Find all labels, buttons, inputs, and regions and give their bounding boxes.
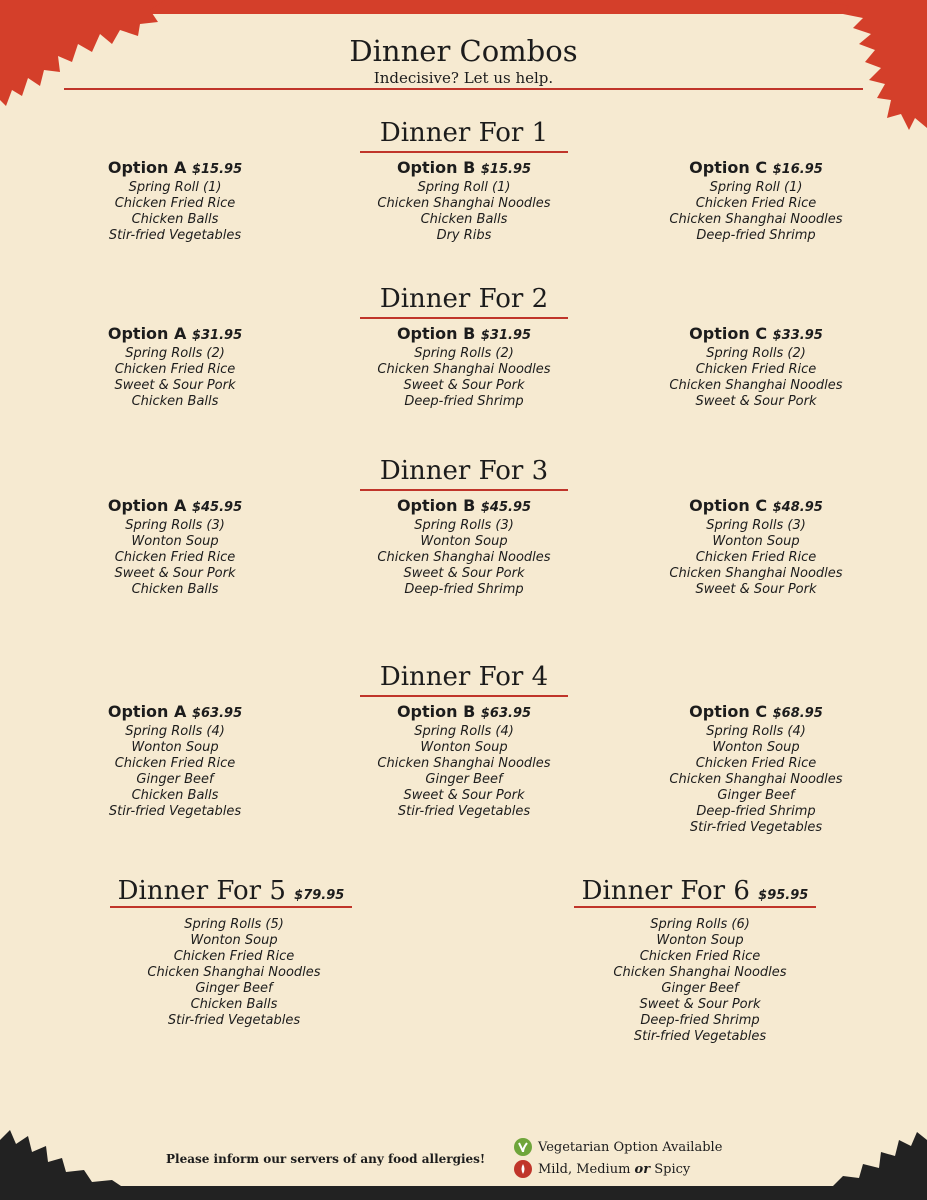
option-name: Option A [107,496,187,515]
menu-item: Chicken Shanghai Noodles [377,756,551,771]
option-a-card [25,158,325,244]
section-divider [360,151,568,153]
option-price: $16.95 [772,162,823,177]
section-divider [110,906,352,908]
menu-item: Chicken Fried Rice [695,756,817,771]
menu-item: Ginger Beef [717,788,795,803]
menu-item: Stir-fried Vegetables [633,1029,767,1044]
menu-item: Spring Rolls (2) [414,346,514,361]
option-name: Option A [107,158,187,177]
menu-item: Chicken Fried Rice [114,196,236,211]
menu-item: Wonton Soup [131,534,219,549]
menu-item: Deep-fried Shrimp [696,228,816,243]
option-items [314,346,614,410]
menu-item: Chicken Shanghai Noodles [377,362,551,377]
menu-item: Stir-fried Vegetables [167,1013,301,1028]
option-price: $48.95 [772,500,823,515]
menu-item: Stir-fried Vegetables [689,820,823,835]
menu-item: Spring Roll (1) [417,180,511,195]
menu-item: Ginger Beef [661,981,739,996]
menu-item: Chicken Fried Rice [114,362,236,377]
option-name: Option B [396,324,476,343]
option-price: $15.95 [480,162,532,177]
page-subtitle: Indecisive? Let us help. [373,69,554,87]
dinner-for-6-items [550,917,850,1045]
option-items [25,180,325,244]
footer [0,1130,927,1200]
option-a-card [25,496,325,598]
section-price: $79.95 [294,888,345,903]
option-heading [314,324,614,346]
option-heading [606,496,906,518]
menu-item: Deep-fried Shrimp [404,582,524,597]
menu-item: Sweet & Sour Pork [114,566,236,581]
leaf-icon [514,1138,532,1156]
menu-item: Spring Roll (1) [709,180,803,195]
option-name: Option A [107,702,187,721]
menu-item: Stir-fried Vegetables [108,804,242,819]
menu-item: Chicken Fried Rice [173,949,295,964]
option-price: $45.95 [480,500,532,515]
menu-item: Wonton Soup [712,740,800,755]
option-items [314,724,614,820]
section-price: $95.95 [758,888,809,903]
section-divider [360,695,568,697]
menu-item: Chicken Balls [420,212,508,227]
option-name: Option C [689,702,768,721]
menu-item: Chicken Shanghai Noodles [377,550,551,565]
menu-item: Chicken Fried Rice [695,362,817,377]
menu-item: Chicken Shanghai Noodles [147,965,321,980]
option-items [606,518,906,598]
option-name: Option C [689,496,768,515]
option-items [606,180,906,244]
menu-item: Sweet & Sour Pork [403,378,525,393]
option-heading [314,702,614,724]
menu-item: Chicken Fried Rice [639,949,761,964]
menu-item: Spring Rolls (2) [125,346,225,361]
option-b-card [314,158,614,244]
menu-item: Wonton Soup [656,933,744,948]
menu-item: Ginger Beef [425,772,503,787]
menu-item: Wonton Soup [712,534,800,549]
option-price: $31.95 [480,328,532,343]
option-heading [25,324,325,346]
section-title: Dinner For 2 [379,284,549,314]
menu-item: Spring Rolls (2) [706,346,806,361]
option-name: Option C [689,158,768,177]
menu-item: Wonton Soup [420,740,508,755]
menu-item: Spring Rolls (4) [414,724,514,739]
page-title: Dinner Combos [349,34,578,68]
menu-item: Sweet & Sour Pork [639,997,761,1012]
section-divider [574,906,816,908]
option-c-card [606,496,906,598]
menu-item: Chicken Balls [131,582,219,597]
option-price: $63.95 [480,706,532,721]
menu-item: Chicken Shanghai Noodles [669,772,843,787]
option-items [25,518,325,598]
option-heading [606,324,906,346]
menu-item: Spring Rolls (3) [414,518,514,533]
option-items [606,724,906,836]
option-c-card [606,158,906,244]
option-items [314,180,614,244]
option-heading [25,158,325,180]
menu-item: Stir-fried Vegetables [108,228,242,243]
menu-item: Spring Rolls (4) [706,724,806,739]
section-title: Dinner For 5 [117,876,286,906]
dinner-for-5-items [84,917,384,1029]
section-title: Dinner For 1 [379,118,549,148]
option-heading [606,158,906,180]
legend-spice-or: or [634,1161,651,1177]
footer-bar [0,1186,927,1200]
menu-item: Spring Rolls (3) [706,518,806,533]
section-title: Dinner For 3 [379,456,549,486]
menu-item: Chicken Shanghai Noodles [669,212,843,227]
menu-item: Chicken Shanghai Noodles [613,965,787,980]
option-name: Option C [689,324,768,343]
option-heading [606,702,906,724]
menu-item: Sweet & Sour Pork [403,566,525,581]
menu-item: Chicken Balls [131,788,219,803]
option-price: $31.95 [191,328,243,343]
menu-item: Sweet & Sour Pork [695,582,817,597]
menu-item: Stir-fried Vegetables [397,804,531,819]
option-a-card [25,702,325,820]
option-name: Option B [396,158,476,177]
option-c-card [606,324,906,410]
menu-item: Chicken Fried Rice [114,756,236,771]
menu-item: Chicken Fried Rice [695,196,817,211]
section-divider [360,489,568,491]
header-divider [64,88,863,90]
menu-item: Chicken Shanghai Noodles [669,566,843,581]
option-name: Option B [396,496,476,515]
option-price: $45.95 [191,500,243,515]
menu-item: Spring Rolls (4) [125,724,225,739]
menu-item: Ginger Beef [195,981,273,996]
menu-item: Wonton Soup [190,933,278,948]
option-price: $33.95 [772,328,823,343]
menu-item: Wonton Soup [131,740,219,755]
option-heading [314,496,614,518]
option-price: $63.95 [191,706,243,721]
menu-item: Sweet & Sour Pork [403,788,525,803]
chili-icon [514,1160,532,1178]
legend-spicy [514,1160,690,1178]
option-c-card [606,702,906,836]
menu-item: Chicken Fried Rice [695,550,817,565]
legend-spice-mild: Mild, Medium [538,1161,631,1177]
section-title: Dinner For 4 [379,662,549,692]
menu-item: Chicken Shanghai Noodles [669,378,843,393]
section-divider [360,317,568,319]
option-items [25,346,325,410]
option-items [314,518,614,598]
section-title: Dinner For 6 [581,876,750,906]
menu-item: Chicken Balls [131,394,219,409]
menu-item: Spring Rolls (5) [184,917,284,932]
option-b-card [314,496,614,598]
option-price: $68.95 [772,706,823,721]
allergy-notice: Please inform our servers of any food allergies! [166,1152,486,1166]
page-header [0,34,927,88]
menu-item: Deep-fried Shrimp [404,394,524,409]
option-a-card [25,324,325,410]
menu-item: Deep-fried Shrimp [640,1013,760,1028]
option-heading [25,702,325,724]
legend-spice-levels [538,1162,690,1177]
menu-item: Chicken Balls [190,997,278,1012]
option-name: Option A [107,324,187,343]
menu-item: Chicken Balls [131,212,219,227]
legend-spice-spicy: Spicy [654,1161,691,1177]
option-b-card [314,702,614,820]
menu-item: Spring Roll (1) [128,180,222,195]
menu-item: Dry Ribs [436,228,492,243]
option-items [25,724,325,820]
menu-item: Chicken Fried Rice [114,550,236,565]
option-name: Option B [396,702,476,721]
menu-item: Sweet & Sour Pork [114,378,236,393]
option-price: $15.95 [191,162,243,177]
menu-item: Ginger Beef [136,772,214,787]
menu-item: Wonton Soup [420,534,508,549]
menu-item: Spring Rolls (3) [125,518,225,533]
option-heading [25,496,325,518]
legend-vegetarian [514,1138,722,1156]
menu-item: Spring Rolls (6) [650,917,750,932]
option-b-card [314,324,614,410]
menu-item: Sweet & Sour Pork [695,394,817,409]
option-heading [314,158,614,180]
menu-item: Deep-fried Shrimp [696,804,816,819]
legend-vegetarian-label: Vegetarian Option Available [538,1139,723,1155]
option-items [606,346,906,410]
menu-item: Chicken Shanghai Noodles [377,196,551,211]
